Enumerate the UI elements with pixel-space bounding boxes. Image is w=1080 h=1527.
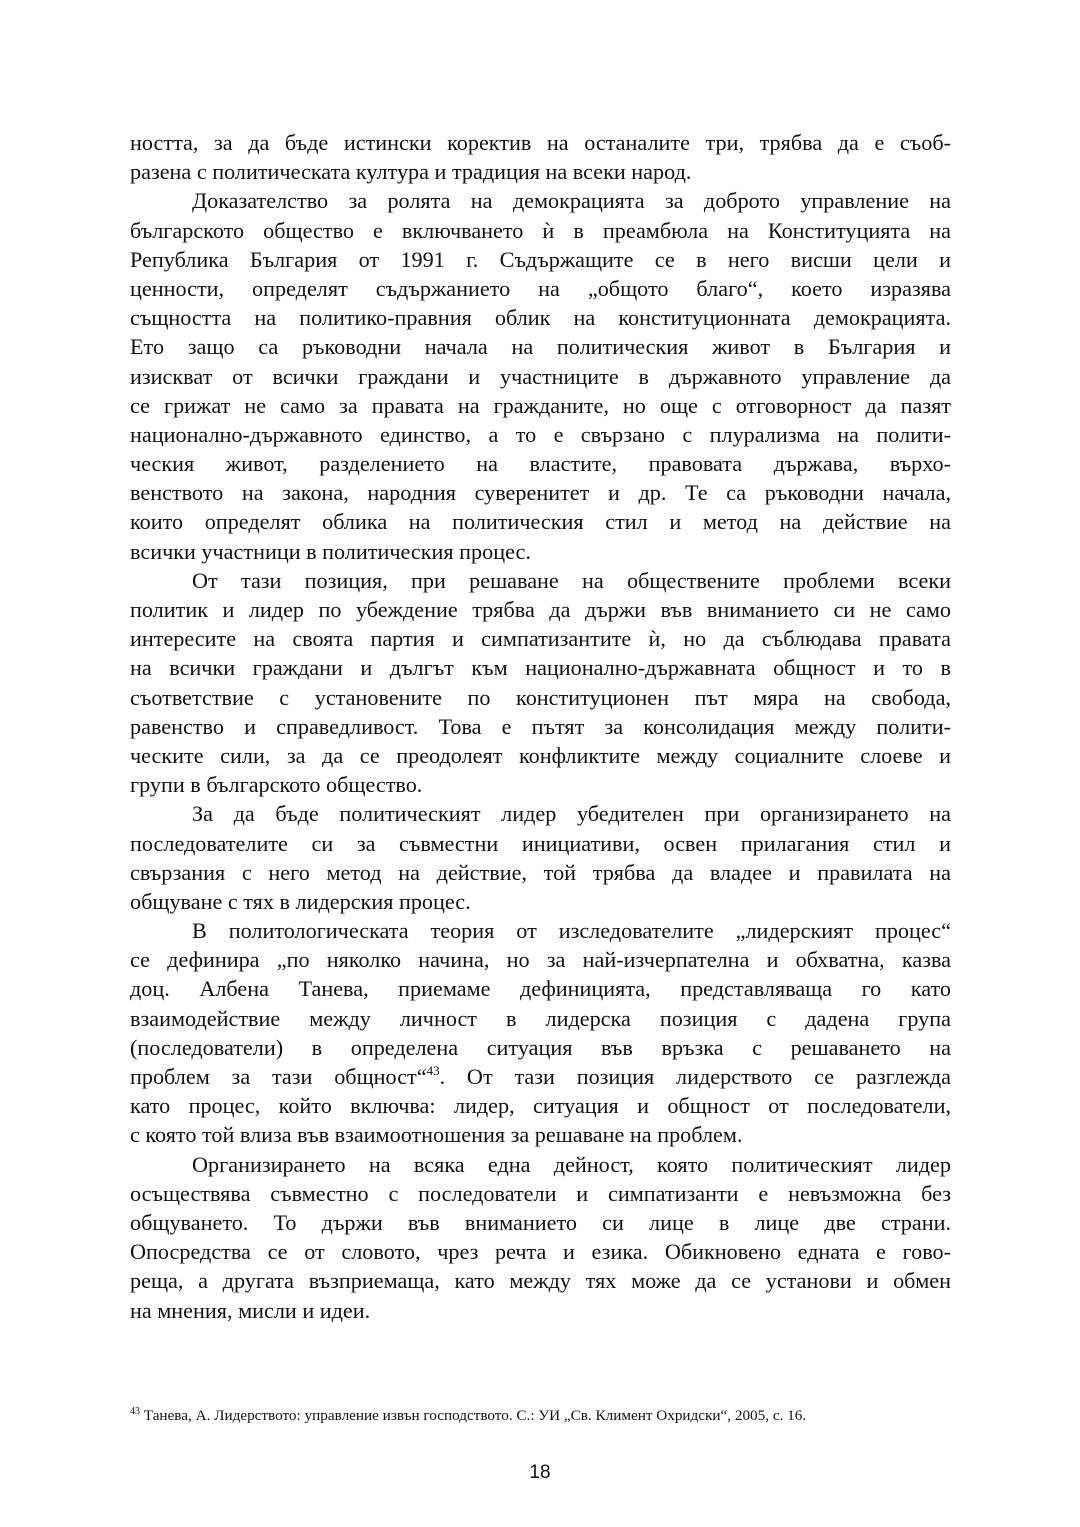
text-line: общуването. То държи във вниманието си лице в лице две страни. (130, 1209, 951, 1235)
text-line: В политологическата теория от изследователите „лидерският процес“ (192, 918, 951, 944)
text-line: българското общество е включването ѝ в преамбюла на Конституцията на (130, 217, 951, 243)
text-fragment: . От тази позиция лидерството се разглежда (439, 1064, 952, 1089)
paragraph (130, 128, 951, 186)
text-line: разена с политическата култура и традиция на всеки народ. (130, 159, 692, 185)
text-line: се дефинира „по няколко начина, но за най-изчерпателна и обхватна, казва (130, 947, 951, 973)
text-line: изискват от всички граждани и участниците в държавното управление да (130, 363, 951, 389)
body-text (130, 128, 951, 1325)
text-line-with-footnote-ref (130, 1062, 951, 1091)
text-line: От тази позиция, при решаване на обществените проблеми всеки (192, 567, 951, 593)
text-line: осъществява съвместно с последователи и симпатизанти е невъзможна без (130, 1180, 951, 1206)
paragraph (130, 1150, 951, 1325)
text-line: същността на политико-правния облик на конституционната демокрацията. (130, 305, 951, 331)
text-line: се грижат не само за правата на гражданите, но още с отговорност да пазят (130, 392, 951, 418)
paragraph (130, 566, 951, 800)
footnote-number: 43 (130, 1406, 140, 1417)
text-line: взаимодействие между личност в лидерска позиция с дадена група (130, 1005, 951, 1031)
text-line: които определят облика на политическия стил и метод на действие на (130, 509, 951, 535)
text-line: политик и лидер по убеждение трябва да държи във вниманието си не само (130, 597, 951, 622)
text-line: За да бъде политическият лидер убедителен при организирането на (192, 801, 951, 827)
text-line: ността, за да бъде истински коректив на останалите три, трябва да е съоб- (130, 130, 951, 155)
text-line: Организирането на всяка една дейност, която политическият лидер (192, 1151, 951, 1177)
text-line: (последователи) в определена ситуация във връзка с решаването на (130, 1034, 951, 1060)
text-line: всички участници в политическия процес. (130, 538, 531, 564)
page-number: 18 (529, 1462, 551, 1483)
text-line: Република България от 1991 г. Съдържащите се в него висши цели и (130, 246, 951, 272)
text-line: национално-държавното единство, а то е свързано с плурализма на полити- (130, 421, 951, 447)
text-line: Доказателство за ролята на демокрацията за доброто управление на (192, 188, 951, 214)
text-line: на мнения, мисли и идеи. (130, 1297, 371, 1323)
text-line: последователите си за съвместни инициативи, освен прилагания стил и (130, 830, 951, 856)
text-line: съответствие с установените по конституционен път мяра на свобода, (130, 684, 951, 710)
paragraph (130, 186, 951, 565)
footnote (130, 1406, 951, 1426)
text-line: ческите сили, за да се преодолеят конфликтите между социалните слоеве и (130, 742, 951, 768)
text-line: ценности, определят съдържанието на „общото благо“, което изразява (130, 275, 951, 301)
text-line: Опосредства се от словото, чрез речта и езика. Обикновено едната е гово- (130, 1239, 951, 1265)
text-line: като процес, който включва: лидер, ситуация и общност от последователи, (130, 1093, 951, 1119)
text-line: реща, а другата възприемаща, като между тях може да се установи и обмен (130, 1268, 951, 1294)
footnote-reference[interactable]: 43 (426, 1063, 440, 1078)
text-line: доц. Албена Танева, приемаме дефиницията, представляваща го като (130, 976, 951, 1002)
text-line: на всички граждани и дългът към национално-държавната общност и то в (130, 655, 951, 681)
text-line: групи в българското общество. (130, 772, 423, 798)
text-line: с която той влиза във взаимоотношения за решаване на проблем. (130, 1122, 743, 1148)
paragraph (130, 916, 951, 1150)
text-line: интересите на своята партия и симпатизантите ѝ, но да съблюдава правата (130, 626, 951, 652)
text-line: общуване с тях в лидерския процес. (130, 888, 471, 914)
text-line: равенство и справедливост. Това е пътят за консолидация между полити- (130, 713, 951, 739)
text-fragment: проблем за тази общност“ (130, 1064, 427, 1089)
text-line: венството на закона, народния суверенитет и др. Те са ръководни начала, (130, 480, 951, 506)
text-line: Ето защо са ръководни начала на политическия живот в България и (130, 334, 951, 360)
footnote-text: Танева, А. Лидерството: управление извън господството. С.: УИ „Св. Климент Охридски“, 2005, с. 16. (140, 1407, 807, 1424)
paragraph (130, 799, 951, 916)
text-line: свързания с него метод на действие, той трябва да владее и правилата на (130, 859, 951, 885)
text-line: ческия живот, разделението на властите, правовата държава, върхо- (130, 451, 951, 477)
